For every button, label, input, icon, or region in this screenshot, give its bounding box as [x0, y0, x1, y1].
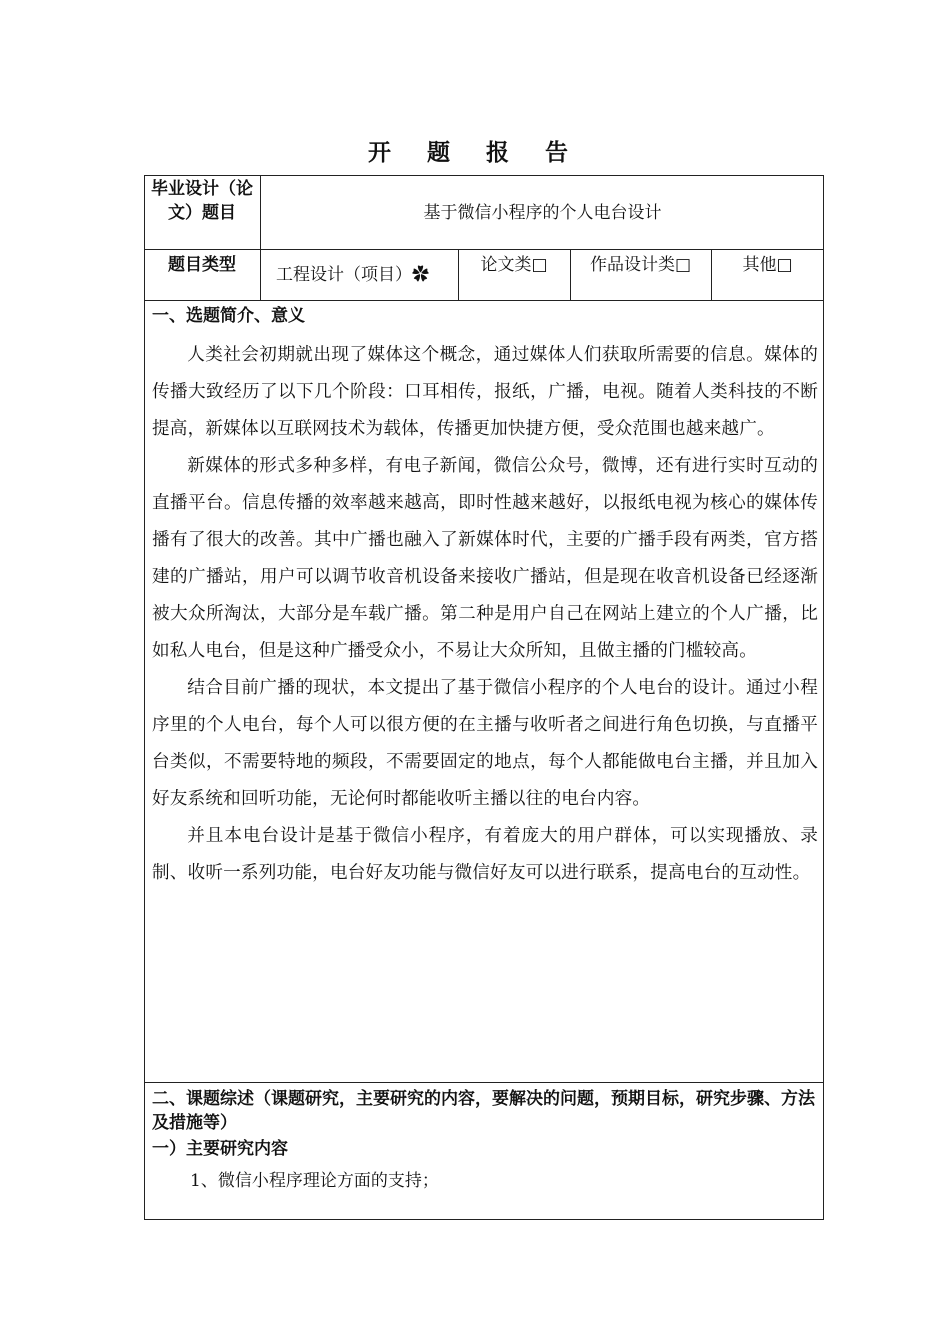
type-option-thesis: 论文类□	[480, 255, 548, 275]
section-2-subheading: 一）主要研究内容	[152, 1139, 288, 1159]
section-1-heading: 一、选题简介、意义	[152, 306, 305, 326]
paragraph: 并且本电台设计是基于微信小程序，有着庞大的用户群体，可以实现播放、录制、收听一系列功能，电台好友功能与微信好友可以进行联系，提高电台的互动性。	[152, 826, 818, 883]
row-divider-section	[144, 1082, 824, 1083]
section-1-body	[152, 337, 818, 892]
document-title: 开 题 报 告	[367, 140, 583, 166]
topic-value: 基于微信小程序的个人电台设计	[423, 203, 662, 223]
column-divider-label	[260, 175, 261, 300]
type-option-engineering: 工程设计（项目）✿	[276, 265, 429, 285]
row-divider-type	[144, 300, 824, 301]
row-divider-topic	[144, 249, 824, 250]
type-option-other: 其他□	[742, 255, 793, 275]
section-2-heading: 二、课题综述（课题研究，主要研究的内容，要解决的问题，预期目标，研究步骤、方法及措施等）	[152, 1089, 815, 1133]
research-item: 1、微信小程序理论方面的支持；	[190, 1171, 439, 1191]
topic-label: 毕业设计（论文）题目	[151, 179, 253, 223]
type-option-work-design: 作品设计类□	[589, 255, 692, 275]
paragraph: 结合目前广播的现状，本文提出了基于微信小程序的个人电台的设计。通过小程序里的个人电台，每个人可以很方便的在主播与收听者之间进行角色切换，与直播平台类似，不需要特地的频段，不需要固定的地点，每个人都能做电台主播，并且加入好友系统和回听功能，无论何时都能收听主播以往的电台内容。	[152, 678, 818, 809]
type-label: 题目类型	[168, 255, 236, 275]
paragraph: 人类社会初期就出现了媒体这个概念，通过媒体人们获取所需要的信息。媒体的传播大致经历了以下几个阶段：口耳相传，报纸，广播，电视。随着人类科技的不断提高，新媒体以互联网技术为载体，传播更加快捷方便，受众范围也越来越广。	[152, 345, 818, 439]
paragraph: 新媒体的形式多种多样，有电子新闻，微信公众号，微博，还有进行实时互动的直播平台。信息传播的效率越来越高，即时性越来越好，以报纸电视为核心的媒体传播有了很大的改善。其中广播也融入了新媒体时代，主要的广播手段有两类，官方搭建的广播站，用户可以调节收音机设备来接收广播站，但是现在收音机设备已经逐渐被大众所淘汰，大部分是车载广播。第二种是用户自己在网站上建立的个人广播，比如私人电台，但是这种广播受众小，不易让大众所知，且做主播的门槛较高。	[152, 456, 818, 661]
